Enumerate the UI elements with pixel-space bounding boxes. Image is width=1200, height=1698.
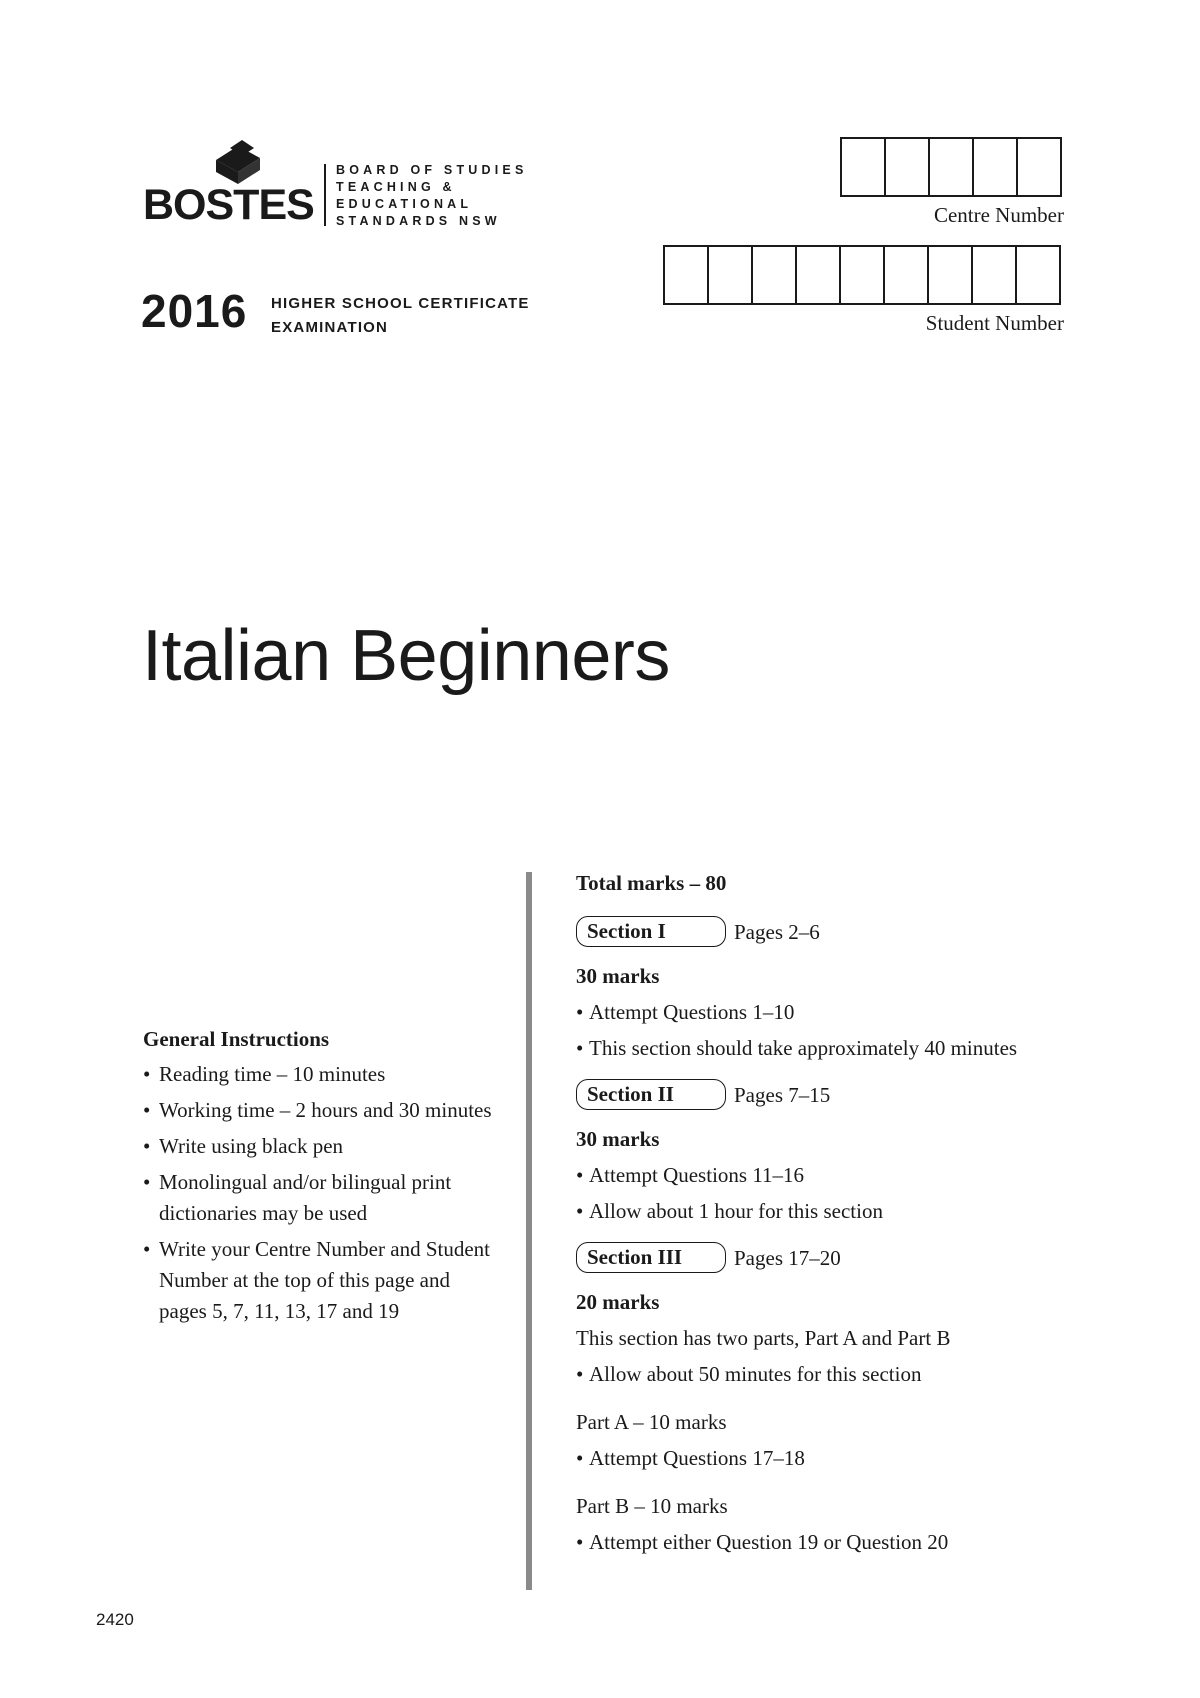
section-3 — [576, 1242, 1136, 1557]
section-pages: Pages 7–15 — [734, 1082, 831, 1107]
centre-number-boxes[interactable] — [842, 137, 1062, 197]
logo-line: STANDARDS NSW — [336, 214, 501, 228]
section-bullet: • Attempt Questions 11–16 — [576, 1160, 1136, 1190]
student-number-digit-box[interactable] — [663, 245, 709, 305]
section-pages: Pages 2–6 — [734, 919, 820, 944]
section-label: Section II — [576, 1079, 726, 1110]
centre-number-digit-box[interactable] — [928, 137, 974, 197]
general-instructions — [143, 1024, 503, 1332]
section-label: Section III — [576, 1242, 726, 1273]
section-2 — [576, 1079, 1136, 1226]
part-a-label: Part A – 10 marks — [576, 1410, 727, 1434]
exam-title: Italian Beginners — [142, 616, 670, 696]
part-b-bullet: • Attempt either Question 19 or Question 20 — [576, 1527, 1136, 1557]
exam-year: 2016 — [141, 285, 248, 337]
general-instructions-list — [143, 1059, 503, 1327]
logo-line: EDUCATIONAL — [336, 197, 473, 211]
instruction-item: • Working time – 2 hours and 30 minutes — [143, 1095, 503, 1126]
section-bullet: • Allow about 1 hour for this section — [576, 1196, 1136, 1226]
section-label: Section I — [576, 916, 726, 947]
logo-organisation-name — [336, 162, 528, 230]
general-instructions-heading: General Instructions — [143, 1027, 330, 1051]
section-bullet: • This section should take approximately 40 minutes — [576, 1033, 1136, 1063]
logo-divider — [324, 164, 326, 226]
part-b-label: Part B – 10 marks — [576, 1494, 728, 1518]
section-bullet: • Attempt Questions 1–10 — [576, 997, 1136, 1027]
centre-number-digit-box[interactable] — [840, 137, 886, 197]
logo-wordmark: BOSTES — [143, 181, 314, 229]
instruction-item: • Monolingual and/or bilingual print dictionaries may be used — [143, 1167, 503, 1229]
section-marks: 30 marks — [576, 964, 660, 988]
student-number-digit-box[interactable] — [795, 245, 841, 305]
section-1 — [576, 916, 1136, 1063]
centre-number-digit-box[interactable] — [1016, 137, 1062, 197]
section-marks: 20 marks — [576, 1290, 660, 1314]
student-number-digit-box[interactable] — [883, 245, 929, 305]
logo-line: TEACHING & — [336, 180, 456, 194]
instruction-item: • Write using black pen — [143, 1131, 503, 1162]
student-number-digit-box[interactable] — [971, 245, 1017, 305]
student-number-digit-box[interactable] — [1015, 245, 1061, 305]
student-number-boxes[interactable] — [665, 245, 1061, 305]
centre-number-digit-box[interactable] — [972, 137, 1018, 197]
exam-type-line: HIGHER SCHOOL CERTIFICATE — [271, 295, 530, 312]
section-header — [576, 1242, 1136, 1273]
section-marks: 30 marks — [576, 1127, 660, 1151]
exam-type — [271, 292, 530, 340]
centre-number-digit-box[interactable] — [884, 137, 930, 197]
section-header — [576, 1079, 1136, 1110]
section-header — [576, 916, 1136, 947]
student-number-digit-box[interactable] — [707, 245, 753, 305]
paper-code: 2420 — [96, 1610, 134, 1629]
logo-line: BOARD OF STUDIES — [336, 163, 528, 177]
instruction-item: • Reading time – 10 minutes — [143, 1059, 503, 1090]
student-number-digit-box[interactable] — [839, 245, 885, 305]
student-number-digit-box[interactable] — [927, 245, 973, 305]
centre-number-label: Centre Number — [933, 203, 1064, 227]
part-a-bullet: • Attempt Questions 17–18 — [576, 1443, 1136, 1473]
exam-type-line: EXAMINATION — [271, 319, 389, 336]
section-bullet: • Allow about 50 minutes for this section — [576, 1359, 1136, 1389]
student-number-digit-box[interactable] — [751, 245, 797, 305]
student-number-label: Student Number — [925, 311, 1064, 335]
marks-overview — [576, 868, 1136, 1573]
section-pages: Pages 17–20 — [734, 1245, 841, 1270]
column-divider — [526, 872, 532, 1590]
section-intro: This section has two parts, Part A and Part B — [576, 1326, 951, 1350]
instruction-item: • Write your Centre Number and Student Number at the top of this page and pages 5, 7, 11, 13, 17 and 19 — [143, 1234, 503, 1327]
total-marks: Total marks – 80 — [576, 871, 727, 895]
